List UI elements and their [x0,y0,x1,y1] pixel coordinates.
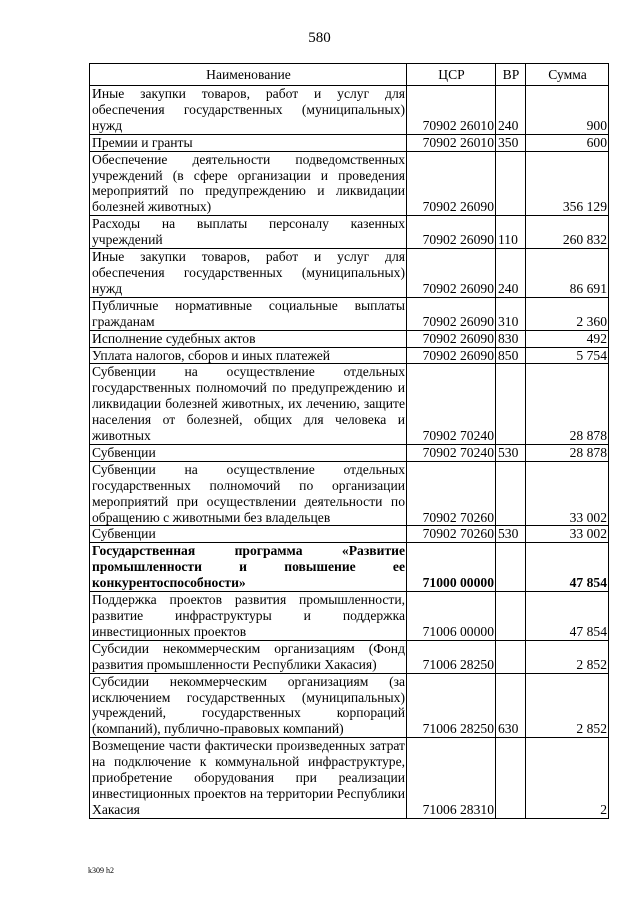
page-number: 580 [308,30,331,46]
cell-csr: 70902 26090 [407,347,496,364]
footer-code: k309 h2 [88,866,114,875]
cell-sum: 47 854 [526,543,609,592]
cell-vr: 830 [496,330,526,347]
table-row [90,461,609,526]
cell-name: Публичные нормативные социальные выплаты гражданам [90,297,407,330]
cell-name: Субсидии некоммерческим организациям (Фонд развития промышленности Республики Хакасия) [90,640,407,673]
cell-vr: 240 [496,86,526,135]
cell-sum: 900 [526,86,609,135]
cell-name: Субвенции [90,526,407,543]
cell-sum: 260 832 [526,216,609,249]
table-row [90,640,609,673]
cell-csr: 70902 70240 [407,364,496,445]
cell-name: Возмещение части фактически произведенных затрат на подключение к коммунальной инфраструктуре, приобретение оборудования при реализации инвестиционных проектов на территории Республики Хакасия [90,738,407,819]
cell-csr: 70902 26010 [407,86,496,135]
cell-sum: 2 852 [526,640,609,673]
cell-vr: 310 [496,297,526,330]
cell-sum: 2 [526,738,609,819]
cell-csr: 70902 70240 [407,444,496,461]
cell-sum: 86 691 [526,249,609,298]
cell-csr: 70902 26090 [407,330,496,347]
header-sum: Сумма [526,64,609,86]
cell-sum: 47 854 [526,592,609,641]
cell-sum: 33 002 [526,526,609,543]
table-row [90,526,609,543]
cell-csr: 70902 26090 [407,249,496,298]
table-row [90,347,609,364]
cell-name: Субсидии некоммерческим организациям (за исключением государственных (муниципальных) учреждений, государственных корпораций (компаний), публично-правовых компаний) [90,673,407,738]
cell-sum: 28 878 [526,364,609,445]
cell-csr: 71000 00000 [407,543,496,592]
cell-name: Поддержка проектов развития промышленности, развитие инфраструктуры и поддержка инвестиционных проектов [90,592,407,641]
cell-name: Обеспечение деятельности подведомственных учреждений (в сфере организации и проведения мероприятий по предупреждению и ликвидации болезней животных) [90,151,407,216]
table-row [90,738,609,819]
table-row [90,592,609,641]
cell-vr [496,461,526,526]
cell-csr: 71006 28310 [407,738,496,819]
cell-csr: 70902 26090 [407,216,496,249]
table-row [90,216,609,249]
cell-vr: 240 [496,249,526,298]
table-row [90,673,609,738]
cell-sum: 28 878 [526,444,609,461]
header-csr: ЦСР [407,64,496,86]
cell-sum: 356 129 [526,151,609,216]
cell-vr [496,543,526,592]
cell-sum: 2 360 [526,297,609,330]
cell-vr: 530 [496,526,526,543]
cell-csr: 70902 26090 [407,297,496,330]
header-name: Наименование [90,64,407,86]
cell-name: Премии и гранты [90,134,407,151]
cell-sum: 2 852 [526,673,609,738]
cell-name: Исполнение судебных актов [90,330,407,347]
cell-csr: 71006 28250 [407,673,496,738]
cell-name: Иные закупки товаров, работ и услуг для обеспечения государственных (муниципальных) нужд [90,86,407,135]
cell-vr [496,738,526,819]
cell-vr [496,364,526,445]
cell-name: Расходы на выплаты персоналу казенных учреждений [90,216,407,249]
cell-csr: 71006 00000 [407,592,496,641]
table-body [90,86,609,819]
cell-sum: 5 754 [526,347,609,364]
table-row [90,330,609,347]
table-row [90,297,609,330]
table-row [90,151,609,216]
table-row [90,249,609,298]
cell-vr: 350 [496,134,526,151]
cell-sum: 492 [526,330,609,347]
header-vr: ВР [496,64,526,86]
table-row [90,364,609,445]
cell-vr [496,151,526,216]
cell-csr: 70902 70260 [407,461,496,526]
table-header-row [90,64,609,86]
cell-name: Уплата налогов, сборов и иных платежей [90,347,407,364]
table-row [90,86,609,135]
cell-sum: 33 002 [526,461,609,526]
cell-csr: 70902 70260 [407,526,496,543]
cell-name: Субвенции на осуществление отдельных государственных полномочий по предупреждению и ликвидации болезней животных, их лечению, защите населения от болезней, общих для человека и животных [90,364,407,445]
table-row [90,543,609,592]
cell-vr: 530 [496,444,526,461]
cell-vr: 110 [496,216,526,249]
cell-name: Субвенции на осуществление отдельных государственных полномочий по организации мероприятий при осуществлении деятельности по обращению с животными без владельцев [90,461,407,526]
cell-name: Государственная программа «Развитие промышленности и повышение ее конкурентоспособности» [90,543,407,592]
cell-sum: 600 [526,134,609,151]
cell-csr: 70902 26010 [407,134,496,151]
table-row [90,134,609,151]
cell-csr: 71006 28250 [407,640,496,673]
budget-table [89,63,609,819]
cell-csr: 70902 26090 [407,151,496,216]
cell-vr: 630 [496,673,526,738]
cell-vr [496,592,526,641]
cell-vr [496,640,526,673]
cell-vr: 850 [496,347,526,364]
table-row [90,444,609,461]
cell-name: Субвенции [90,444,407,461]
cell-name: Иные закупки товаров, работ и услуг для обеспечения государственных (муниципальных) нужд [90,249,407,298]
